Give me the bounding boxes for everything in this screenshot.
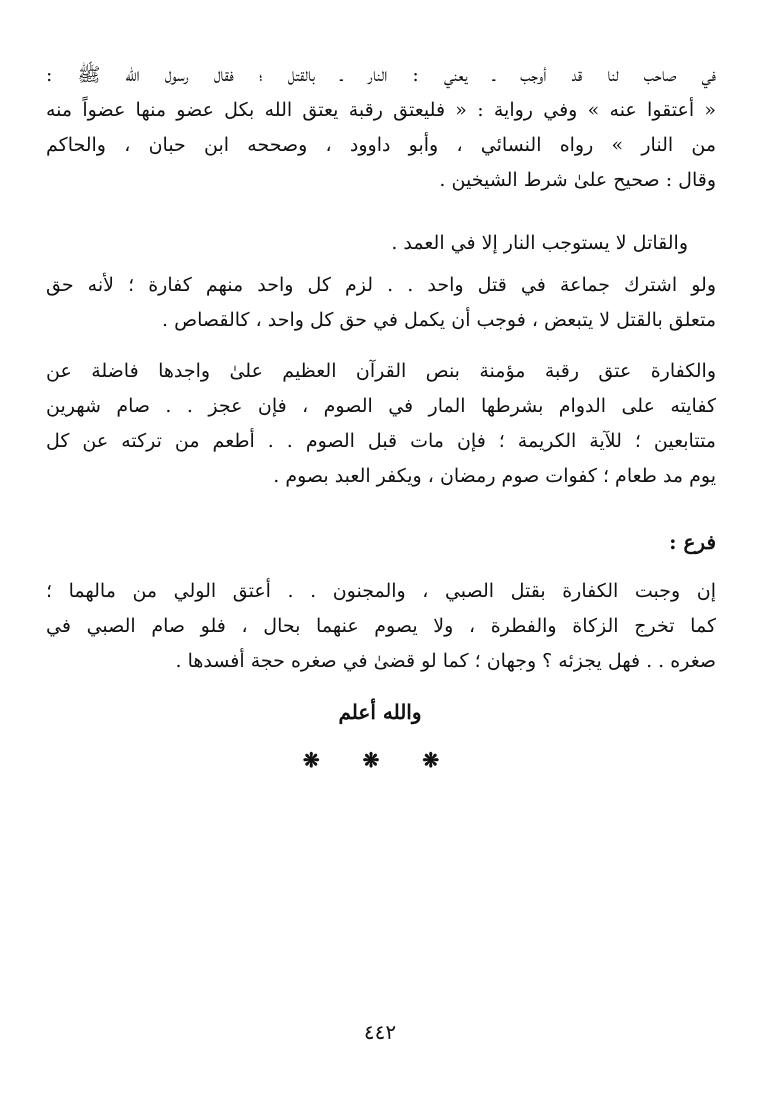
text-line: كما تخرج الزكاة والفطرة ، ولا يصوم عنهما بحال ، فلو صام الصبي في [46, 615, 716, 637]
section-heading: فرع : [669, 530, 716, 554]
page-number: ٤٤٢ [363, 1020, 397, 1044]
text-line: متعلق بالقتل لا يتبعض ، فوجب أن يكمل في حق كل واحد ، كالقصاص . [162, 309, 716, 331]
text-line: متتابعين ؛ للآية الكريمة ؛ فإن مات قبل الصوم . . أطعم من تركته عن كل [46, 430, 716, 452]
paragraph-4 [46, 354, 716, 494]
paragraph-2 [46, 226, 716, 261]
text-line: « أعتقوا عنه » وفي رواية : « فليعتق رقبة يعتق الله بكل عضو منها عضواً منه [46, 99, 716, 121]
closing-phrase: والله أعلم [338, 700, 422, 724]
section-paragraph [46, 574, 716, 679]
text-line: ولو اشترك جماعة في قتل واحد . . لزم كل واحد منهم كفارة ؛ لأنه حق [46, 274, 716, 296]
text-line: يوم مد طعام ؛ كفوات صوم رمضان ، ويكفر العبد بصوم . [273, 465, 716, 487]
text-line: من النار » رواه النسائي ، وأبو داوود ، وصححه ابن حبان ، والحاكم [46, 134, 716, 156]
text-line: في صاحب لنا قد أوجب ـ يعني : النار ـ بالقتل ؛ فقال رسول الله ﷺ : [46, 64, 716, 86]
text-line: والقاتل لا يستوجب النار إلا في العمد . [391, 232, 688, 254]
text-line: كفايته على الدوام بشرطها المار في الصوم ، فإن عجز . . صام شهرين [46, 395, 716, 417]
text-line: إن وجبت الكفارة بقتل الصبي ، والمجنون . . أعتق الولي من مالهما ؛ [46, 580, 716, 602]
paragraph-3 [46, 268, 716, 338]
text-line: صغره . . فهل يجزئه ؟ وجهان ؛ كما لو قضىٰ في صغره حجة أفسدها . [175, 650, 716, 672]
text-line: والكفارة عتق رقبة مؤمنة بنص القرآن العظيم علىٰ واجدها فاضلة عن [46, 360, 716, 382]
paragraph-1 [46, 58, 716, 198]
text-line: وقال : صحيح علىٰ شرط الشيخين . [439, 169, 716, 191]
separator-stars: ❋ ❋ ❋ [302, 748, 458, 772]
